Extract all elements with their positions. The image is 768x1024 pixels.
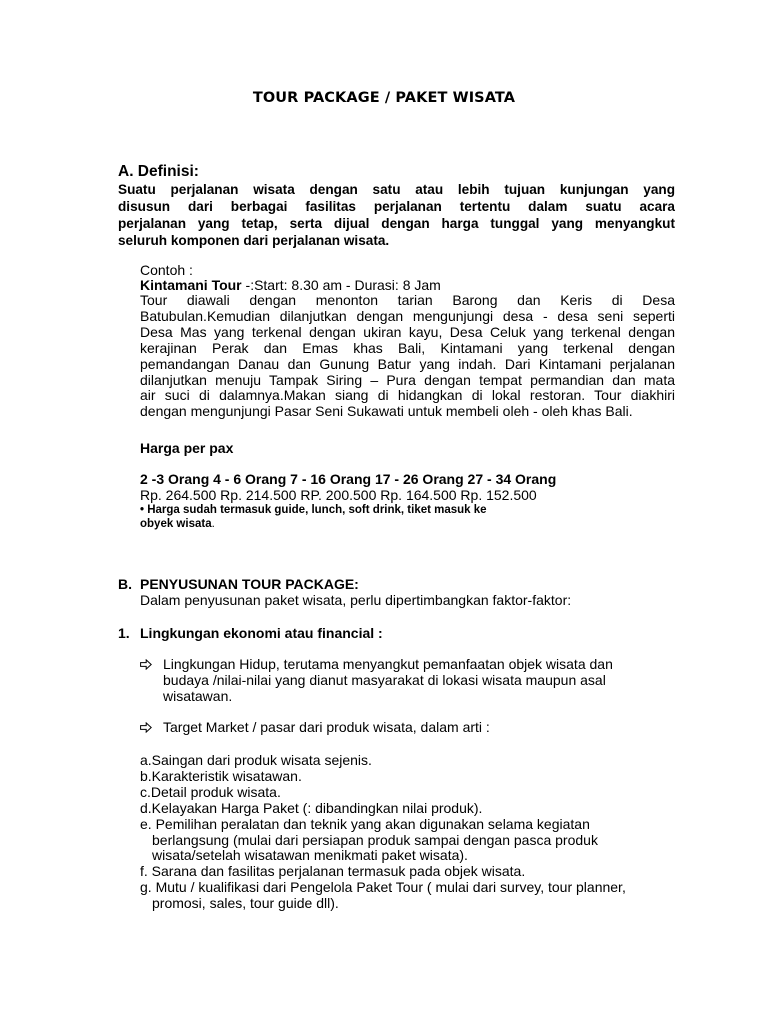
list-item: b.Karakteristik wisatawan. <box>140 767 302 784</box>
group-sizes: 2 -3 Orang 4 - 6 Orang 7 - 16 Orang 17 - 26 Orang 27 - 34 Orang <box>140 471 557 487</box>
section-b-heading <box>118 576 359 592</box>
example-label: Contoh : <box>140 262 193 278</box>
tour-line: Batubulan.Kemudian dilanjutkan dengan mengunjungi desa - desa seni seperti <box>140 307 675 324</box>
definition-line: disusun dari berbagai fasilitas perjalanan tertentu dalam suatu acara <box>118 199 675 214</box>
definition-line: seluruh komponen dari perjalanan wisata. <box>118 233 390 248</box>
tour-header <box>140 277 441 293</box>
tour-name: Kintamani Tour <box>140 277 242 293</box>
list-item: g. Mutu / kualifikasi dari Pengelola Paket Tour ( mulai dari survey, tour planner, <box>140 879 626 896</box>
bullet-text <box>163 656 613 704</box>
tour-line: dilanjutkan menuju Tampak Siring – Pura dengan tempat permandian dan mata <box>140 371 675 388</box>
tour-line: pemandangan Danau dan Gunung Batur yang indah. Dari Kintamani perjalanan <box>140 355 675 372</box>
tour-line: air suci di dalamnya.Makan siang di hidangkan di lokal restoran. Tour diakhiri <box>140 387 675 404</box>
item-1-heading <box>118 625 383 641</box>
definition-paragraph <box>118 181 675 249</box>
price-note-line: • Harga sudah termasuk guide, lunch, soft drink, tiket masuk ke <box>140 504 487 516</box>
list-item: a.Saingan dari produk wisata sejenis. <box>140 752 372 768</box>
tour-description <box>140 293 675 420</box>
item-1-title: Lingkungan ekonomi atau financial : <box>140 625 383 641</box>
bullet-line: Lingkungan Hidup, terutama menyangkut pemanfaatan objek wisata dan <box>163 656 613 672</box>
list-item: e. Pemilihan peralatan dan teknik yang akan digunakan selama kegiatan <box>140 815 590 832</box>
tour-line: Tour diawali dengan menonton tarian Barong dan Keris di Desa <box>140 292 675 308</box>
section-b-title: PENYUSUNAN TOUR PACKAGE: <box>140 576 359 592</box>
price-heading: Harga per pax <box>140 440 234 456</box>
list-item: c.Detail produk wisata. <box>140 783 281 800</box>
item-1-label: 1. <box>118 625 130 641</box>
market-factors-list <box>140 753 626 912</box>
prices: Rp. 264.500 Rp. 214.500 RP. 200.500 Rp. 164.500 Rp. 152.500 <box>140 487 537 503</box>
bullet-line: wisatawan. <box>163 688 233 704</box>
section-b-description: Dalam penyusunan paket wisata, perlu dipertimbangkan faktor-faktor: <box>140 592 572 608</box>
list-item-continuation: promosi, sales, tour guide dll). <box>152 895 339 912</box>
list-item: f. Sarana dan fasilitas perjalanan termasuk pada objek wisata. <box>140 863 526 880</box>
price-note-period: . <box>211 518 215 530</box>
list-item-continuation: berlangsung (mulai dari persiapan produk sampai dengan pasca produk <box>152 831 598 848</box>
tour-line: kerajinan Perak dan Emas khas Bali, Kintamani yang terkenal dengan <box>140 339 675 356</box>
bullet-line: Target Market / pasar dari produk wisata, dalam arti : <box>163 719 490 735</box>
list-item-continuation: wisata/setelah wisatawan menikmati paket wisata). <box>152 847 468 864</box>
definition-line: Suatu perjalanan wisata dengan satu atau lebih tujuan kunjungan yang <box>118 182 675 197</box>
tour-line: dengan mengunjungi Pasar Seni Sukawati untuk membeli oleh - oleh khas Bali. <box>140 403 633 420</box>
page-title: TOUR PACKAGE / PAKET WISATA <box>252 90 516 106</box>
bullet-line: budaya /nilai-nilai yang dianut masyarakat di lokasi wisata maupun asal <box>163 672 606 688</box>
price-note-text: obyek wisata <box>140 518 212 530</box>
tour-meta: -:Start: 8.30 am - Durasi: 8 Jam <box>241 277 441 293</box>
bullet-text <box>163 719 490 735</box>
price-note <box>140 503 487 531</box>
tour-line: Desa Mas yang terkenal dengan ukiran kayu, Desa Celuk yang terkenal dengan <box>140 323 675 340</box>
list-item: d.Kelayakan Harga Paket (: dibandingkan nilai produk). <box>140 799 483 816</box>
definition-line: perjalanan yang tetap, serta dijual dengan harga tunggal yang menyangkut <box>118 216 675 231</box>
price-note-line <box>140 517 487 531</box>
section-a-heading: A. Definisi: <box>118 163 199 180</box>
section-b-label: B. <box>118 576 132 592</box>
